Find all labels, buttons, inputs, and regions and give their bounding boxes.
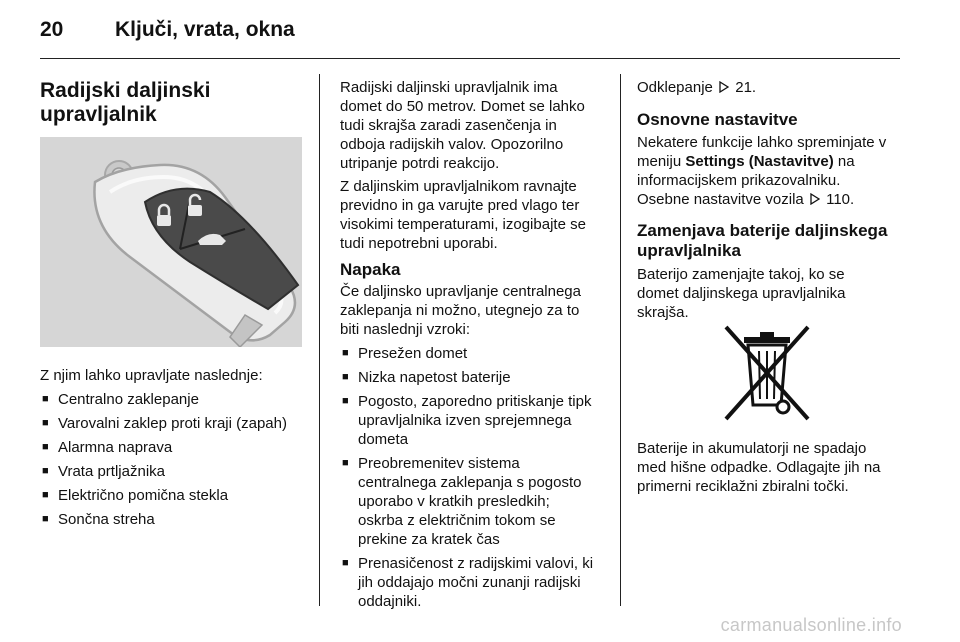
triangle-right-icon — [719, 79, 729, 98]
crossed-out-wheelie-bin-icon — [712, 323, 822, 428]
remote-key-image — [40, 137, 302, 347]
function-list — [40, 390, 315, 529]
battery-text: Baterijo zamenjajte takoj, ko se domet daljinskega upravljalnika skrajša. — [637, 266, 846, 321]
list-item: ■ Električno pomična stekla — [40, 486, 315, 505]
cause-list — [340, 344, 610, 611]
intro-text: Z njim lahko upravljate naslednje: — [40, 367, 263, 384]
fault-heading: Napaka — [340, 260, 401, 279]
list-item: ■ Varovalni zaklep proti kraji (zapah) — [40, 414, 315, 433]
battery-heading: Zamenjava baterije daljinskega upravljalnika — [637, 221, 888, 260]
recycle-text: Baterije in akumulatorji ne spadajo med hišne odpadke. Odlagajte jih na primerni reciklažni zbiralni točki. — [637, 440, 881, 495]
unlock-reference: Odklepanje 21. — [637, 79, 757, 96]
column-divider-1 — [319, 74, 320, 606]
list-item: ■ Prenasičenost z radijskimi valovi, ki jih oddajajo močni zunanji radijski oddajniki. — [340, 554, 610, 611]
section-title-remote: Radijski daljinski upravljalnik — [40, 79, 211, 126]
chapter-title: Ključi, vrata, okna — [115, 18, 295, 41]
column-divider-2 — [620, 74, 621, 606]
basic-settings-text: Nekatere funkcije lahko spreminjate v meniju Settings (Nastavitve) na informacijskem prikazovalniku. Osebne nastavitve vozila 110. — [637, 134, 887, 208]
list-item: ■ Vrata prtljažnika — [40, 462, 315, 481]
watermark: carmanualsonline.info — [720, 615, 902, 635]
list-item: ■ Centralno zaklepanje — [40, 390, 315, 409]
care-paragraph: Z daljinskim upravljalnikom ravnajte previdno in ga varujte pred vlago ter visokimi temperaturami, izogibajte se tudi nepotrebni uporabi. — [340, 178, 586, 252]
list-item: ■ Alarmna naprava — [40, 438, 315, 457]
remote-key-fob-image — [40, 137, 302, 347]
list-item: ■ Pogosto, zaporedno pritiskanje tipk upravljalnika izven sprejemnega dometa — [340, 392, 610, 449]
page-number: 20 — [40, 18, 64, 41]
list-item: ■ Preobremenitev sistema centralnega zaklepanja s pogosto uporabo v kratkih presledkih; oskrba z električnim tokom se prekine za kratek čas — [340, 454, 610, 549]
fault-intro: Če daljinsko upravljanje centralnega zaklepanja ni možno, utegnejo za to biti naslednji vzroki: — [340, 283, 581, 338]
list-item: ■ Sončna streha — [40, 510, 315, 529]
basic-settings-heading: Osnovne nastavitve — [637, 110, 798, 129]
header-rule — [40, 58, 900, 59]
list-item: ■ Nizka napetost baterije — [340, 368, 610, 387]
list-item: ■ Presežen domet — [340, 344, 610, 363]
range-paragraph: Radijski daljinski upravljalnik ima domet do 50 metrov. Domet se lahko tudi skrajša zaradi zasenčenja in odboja radijskih valov. Opozorilno utripanje potrdi reakcijo. — [340, 79, 585, 172]
triangle-right-icon — [810, 191, 820, 210]
settings-menu-label: Settings (Nastavitve) — [685, 153, 834, 170]
